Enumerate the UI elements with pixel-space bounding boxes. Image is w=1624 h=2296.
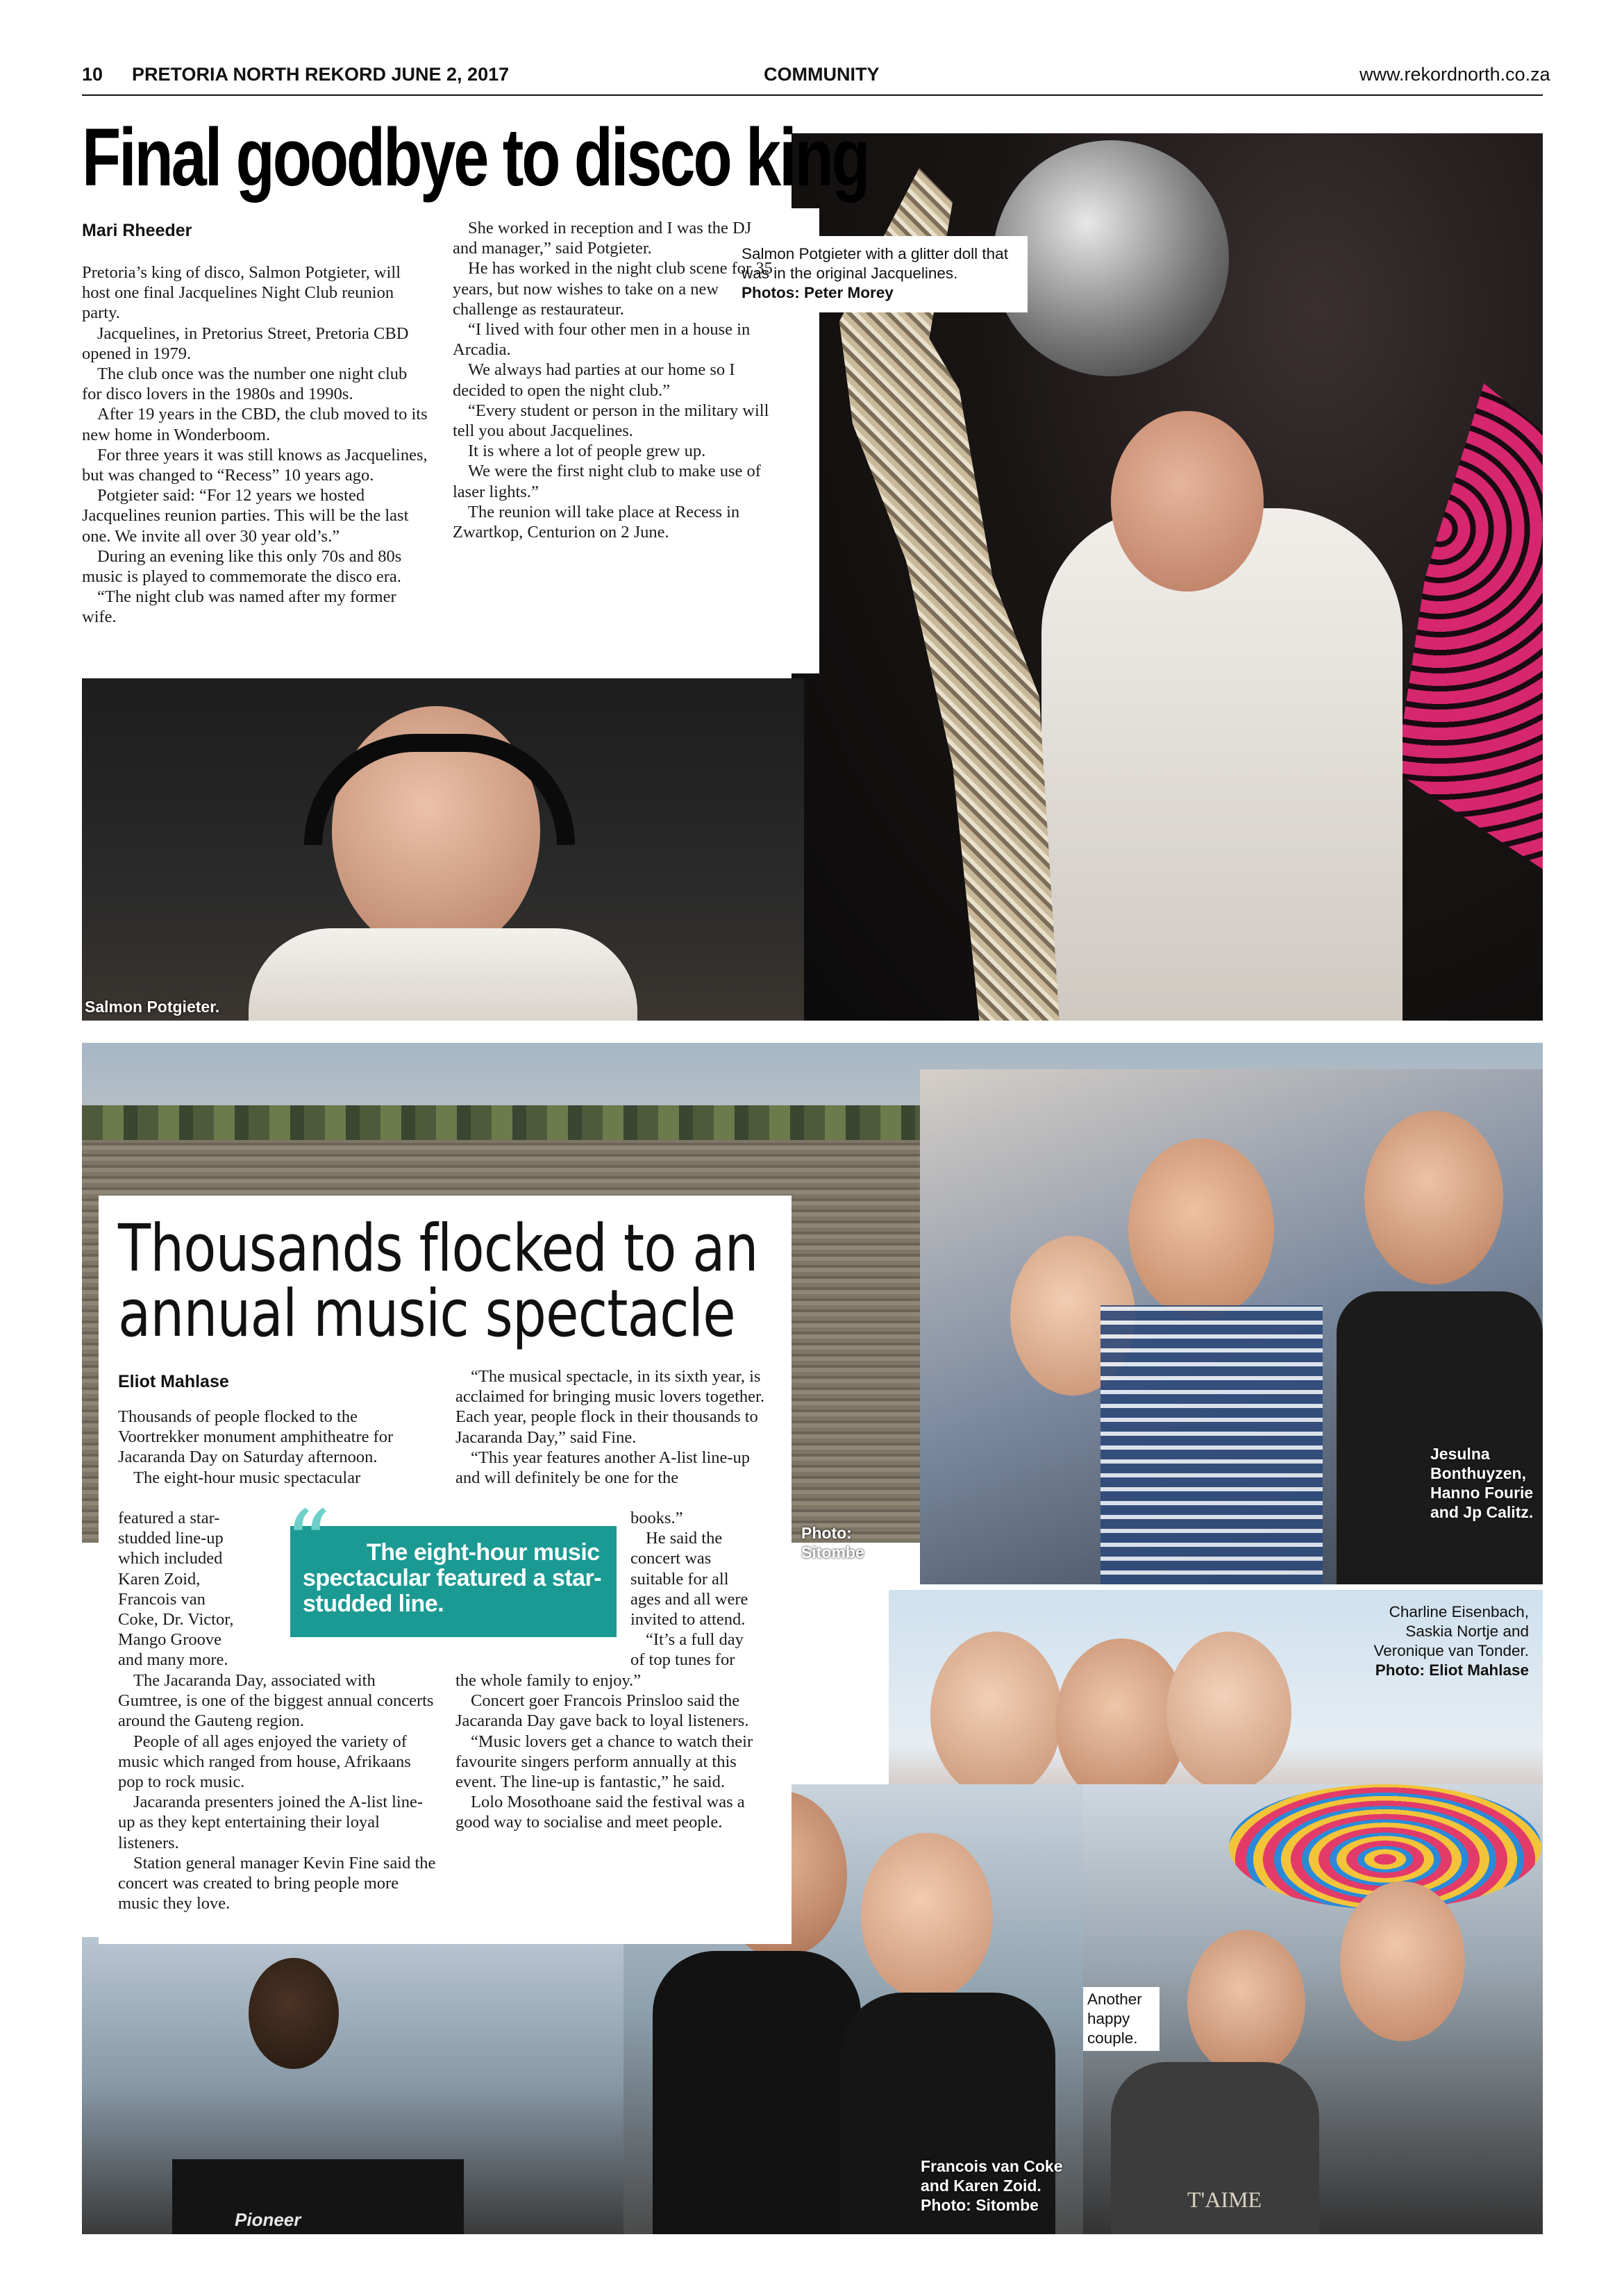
story2-col2-para: “This year features another A-list line-up and will definitely be one for the <box>455 1448 751 1488</box>
caption-text: Salmon Potgieter with a glitter doll that was in the original Jacquelines. <box>742 245 1008 282</box>
story2-col1-line: studded line-up <box>118 1529 224 1548</box>
trio-caption: Jesulna Bonthuyzen, Hanno Fourie and Jp Calitz. <box>1430 1445 1534 1521</box>
story2-col2-para: Lolo Mosothoane said the festival was a good way to socialise and meet people. <box>455 1793 745 1832</box>
story1-byline: Mari Rheeder <box>82 221 192 240</box>
man-cap-head-shape <box>1128 1139 1274 1319</box>
publication-dateline: PRETORIA NORTH REKORD JUNE 2, 2017 <box>132 64 510 85</box>
story1-col2-para: It is where a lot of people grew up. <box>468 442 706 461</box>
story2-col1-line: which included <box>118 1549 223 1568</box>
dj-photo-caption: Salmon Potgieter. <box>85 998 220 1016</box>
story1-col1-para: During an evening like this only 70s and 80s music is played to commemorate the disco era. <box>82 546 402 587</box>
dj-portrait-photo <box>82 678 804 1021</box>
caption-credit: Photo: Eliot Mahlase <box>1375 1661 1529 1679</box>
black-tshirt-shape <box>1337 1291 1543 1584</box>
story1-col1-para: “The night club was named after my former wife. <box>82 587 396 627</box>
quote-mark-icon: “ <box>285 1491 331 1596</box>
white-jacket-shape <box>249 928 637 1021</box>
plaid-shirt-shape <box>1100 1305 1323 1584</box>
story2-col1-line: Francois van <box>118 1589 206 1609</box>
story2-col2-line: invited to attend. <box>630 1610 746 1629</box>
man-glasses-head-shape <box>1364 1111 1503 1284</box>
story2-column-1-top <box>118 1407 410 1488</box>
crowd-photo-credit: Photo: Sitombe <box>801 1524 864 1561</box>
couple-caption: Another happy couple. <box>1087 1991 1142 2047</box>
story1-column-1 <box>82 262 430 628</box>
dj-deck-shape <box>172 2159 464 2234</box>
story2-col2-line: concert was <box>630 1549 712 1568</box>
story2-col2-line: of top tunes for <box>630 1650 735 1670</box>
story2-col2-line: He said the <box>646 1529 723 1548</box>
story1-column-2 <box>453 218 779 542</box>
story1-col1-para: The club once was the number one night club for disco lovers in the 1980s and 1990s. <box>82 364 408 404</box>
story2-col1-para: Thousands of people flocked to the Voortrekker monument amphitheatre for Jacaranda Day on Saturday afternoon. <box>118 1407 394 1467</box>
story1-col2-para: He has worked in the night club scene for 35 years, but now wishes to take on a new challenge as restaurateur. <box>453 259 773 319</box>
stage-dj-photo <box>82 1937 623 2234</box>
story1-col2-para: “I lived with four other men in a house in Arcadia. <box>453 320 751 360</box>
woman-visor-head-shape <box>1187 1930 1305 2076</box>
man-sombrero-head-shape <box>1340 1882 1465 2041</box>
story2-column-2-bottom <box>455 1670 754 1833</box>
story2-col1-para: Station general manager Kevin Fine said the concert was created to bring people more music they love. <box>118 1853 436 1913</box>
couple-caption-bg <box>1083 1987 1160 2051</box>
story2-col2-line: “It’s a full day <box>646 1630 744 1650</box>
story1-headline: Final goodbye to disco king <box>82 112 869 203</box>
story2-col1-para: People of all ages enjoyed the variety of music which ranged from house, Afrikaans pop to rock music. <box>118 1732 411 1792</box>
caption-text: Charline Eisenbach, Saskia Nortje and Veronique van Tonder. <box>1373 1603 1529 1659</box>
story2-col1-line: Mango Groove <box>118 1630 222 1650</box>
deck-brand: Pioneer <box>235 2209 301 2230</box>
headphones-shape <box>304 734 575 845</box>
story2-col2-line: books.” <box>630 1509 683 1527</box>
story2-col2-para: the whole family to enjoy.” <box>455 1671 642 1690</box>
website-url: www.rekordnorth.co.za <box>1359 64 1550 85</box>
karen-head-shape <box>861 1833 993 2000</box>
story2-col1-line: Coke, Dr. Victor, <box>118 1610 234 1629</box>
white-suit-shape <box>1041 508 1403 1021</box>
pink-decoration-shape <box>1396 383 1543 869</box>
headline-line: annual music spectacle <box>118 1276 735 1352</box>
caption-credit: Photo: Sitombe <box>921 2196 1039 2214</box>
story2-col2-para: “Music lovers get a chance to watch their favourite singers perform annually at this event. The line-up is fantastic,” he said. <box>455 1732 753 1792</box>
story1-col2-para: “Every student or person in the military will tell you about Jacquelines. <box>453 401 769 441</box>
woman1-head-shape <box>930 1632 1062 1798</box>
story1-col2-para: The reunion will take place at Recess in Zwartkop, Centurion on 2 June. <box>453 502 740 542</box>
story2-col2-para: “The musical spectacle, in its sixth year, is acclaimed for bringing music lovers together. Each year, people flock in their thousands to Jacaranda Day,” said Fine. <box>455 1367 764 1447</box>
story2-col1-para: The Jacaranda Day, associated with Gumtree, is one of the biggest annual concerts around the Gauteng region. <box>118 1671 434 1731</box>
woman3-head-shape <box>1166 1632 1291 1791</box>
disco-photo-caption <box>742 244 1026 303</box>
story1-col1-para: Pretoria’s king of disco, Salmon Potgieter, will host one final Jacquelines Night Club reunion party. <box>82 263 401 323</box>
story2-column-1-bottom <box>118 1670 437 1913</box>
story2-col2-para: Concert goer Francois Prinsloo said the Jacaranda Day gave back to loyal listeners. <box>455 1691 749 1731</box>
shirt-print: T'AIME <box>1187 2187 1262 2212</box>
story1-col1-para: After 19 years in the CBD, the club moved to its new home in Wonderboom. <box>82 405 428 444</box>
section-label: COMMUNITY <box>764 64 880 85</box>
man-head-shape <box>1111 411 1264 592</box>
story2-col2-line: suitable for all <box>630 1569 729 1589</box>
caption-text: Francois van Coke and Karen Zoid. <box>921 2157 1063 2195</box>
story2-col1-para: Jacaranda presenters joined the A-list line-up as they kept entertaining their loyal listeners. <box>118 1793 424 1852</box>
story2-column-2-narrow <box>630 1508 776 1670</box>
story2-headline <box>118 1211 801 1352</box>
story2-col1-line: Karen Zoid, <box>118 1569 201 1589</box>
pull-quote-text: The eight-hour music spectacular featured a star-studded line. <box>303 1539 602 1617</box>
headline-line: Thousands flocked to an <box>118 1211 758 1287</box>
story2-col2-line: ages and all were <box>630 1589 748 1609</box>
story1-col2-para: She worked in reception and I was the DJ and manager,” said Potgieter. <box>453 219 752 258</box>
black-shirt-shape <box>653 1951 861 2234</box>
dj2-head-shape <box>249 1958 339 2069</box>
pull-quote-box <box>285 1491 617 1637</box>
story1-col2-para: We always had parties at our home so I decided to open the night club.” <box>453 360 735 400</box>
page-number: 10 <box>82 64 103 85</box>
story1-col1-para: Jacquelines, in Pretorius Street, Pretoria CBD opened in 1979. <box>82 324 409 363</box>
story2-col1-para: The eight-hour music spectacular <box>133 1468 361 1487</box>
caption-credit: Photos: Peter Morey <box>742 284 894 301</box>
disco-ball-shape <box>993 140 1229 376</box>
story2-column-2-top <box>455 1366 775 1488</box>
story2-column-1-narrow <box>118 1508 285 1670</box>
story1-col1-para: Potgieter said: “For 12 years we hosted Jacquelines reunion parties. This will be the last one. We invite all over 30 year old’s.” <box>82 486 409 546</box>
singers-caption <box>921 2156 1087 2215</box>
story2-byline: Eliot Mahlase <box>118 1372 229 1391</box>
story2-col1-line: and many more. <box>118 1650 228 1670</box>
women-caption <box>1368 1602 1529 1680</box>
header-rule <box>82 94 1543 96</box>
story1-col1-para: For three years it was still knows as Jacquelines, but was changed to “Recess” 10 years ago. <box>82 445 428 485</box>
story1-col2-para: We were the first night club to make use of laser lights.” <box>453 462 761 501</box>
story2-col1-line: featured a star- <box>118 1509 220 1527</box>
